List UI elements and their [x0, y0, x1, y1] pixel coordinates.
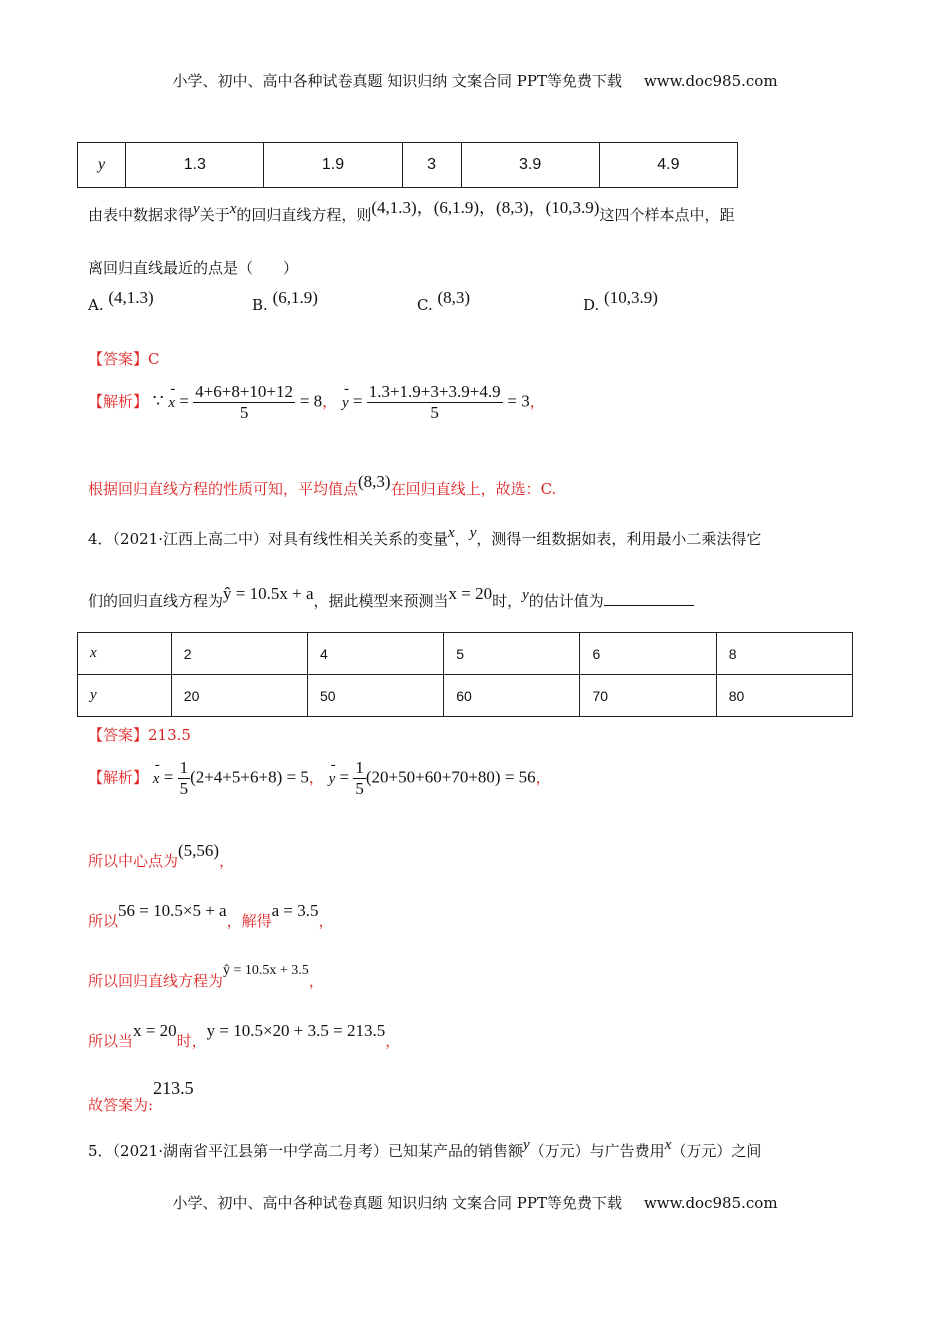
table-row — [78, 633, 853, 675]
fraction-numerator: 1 — [355, 758, 364, 777]
footer-text: 小学、初中、高中各种试卷真题 知识归纳 文案合同 PPT等免费下载 — [172, 1194, 622, 1212]
fraction-denominator: 5 — [355, 779, 364, 798]
var-y: y — [193, 201, 200, 217]
answer-blank[interactable] — [604, 591, 694, 606]
q4-center-line: 所以中心点为(5,56)， — [88, 841, 235, 870]
ybar: - y — [342, 395, 349, 412]
table-cell: 2 — [171, 633, 307, 675]
option-value: (6,1.9) — [272, 288, 318, 307]
q3-stem-line2: 离回归直线最近的点是（ ） — [88, 259, 299, 277]
option-value: (10,3.9) — [604, 288, 658, 307]
text: 这四个样本点中，距 — [599, 206, 735, 224]
var-x: x — [664, 1137, 672, 1153]
q3-data-table — [77, 142, 738, 188]
text: 所以回归直线方程为 — [88, 972, 224, 990]
table-cell: 3 — [402, 143, 461, 188]
table-cell-label: x — [78, 633, 172, 675]
fraction-numerator: 1.3+1.9+3+3.9+4.9 — [368, 382, 501, 401]
text: ，解得 — [226, 912, 272, 930]
math-point: (8,3) — [358, 472, 391, 491]
page-footer — [0, 1192, 950, 1213]
xbar: - x — [168, 395, 175, 412]
fraction-numerator: 4+6+8+10+12 — [195, 382, 294, 401]
text: ，据此模型来预测当 — [313, 592, 449, 610]
text: 根据回归直线方程的性质可知，平均值点 — [88, 480, 359, 498]
page-header — [0, 70, 950, 91]
xbar-expression: (2+4+5+6+8) = 5 — [190, 767, 309, 787]
math-equation: ŷ = 10.5x + 3.5 — [223, 963, 309, 978]
math-value: 213.5 — [153, 1078, 194, 1098]
q3-answer: 【答案】C — [88, 350, 160, 368]
text: 故答案为: — [88, 1096, 154, 1114]
math-condition: x = 20 — [448, 584, 493, 603]
table-cell: 6 — [580, 633, 716, 675]
q3-option-c[interactable] — [417, 288, 471, 315]
table-cell: 1.3 — [126, 143, 264, 188]
table-cell: 5 — [444, 633, 580, 675]
ybar-value: = 3 — [507, 391, 530, 411]
text: 所以 — [88, 912, 119, 930]
text: 们的回归直线方程为 — [88, 592, 224, 610]
math-equation: ŷ = 10.5x + a — [223, 584, 314, 603]
var-y: y — [522, 587, 529, 603]
q4-answer: 【答案】213.5 — [88, 726, 191, 744]
table-cell: 4 — [308, 633, 444, 675]
ybar-fraction — [367, 382, 503, 423]
math-points: (4,1.3)，(6,1.9)，(8,3)，(10,3.9) — [371, 198, 600, 217]
text: 所以当 — [88, 1032, 134, 1050]
q4-predict-line: 所以当x = 20时，y = 10.5×20 + 3.5 = 213.5， — [88, 1021, 401, 1050]
text: 的估计值为 — [528, 592, 604, 610]
table-row — [78, 143, 738, 188]
fraction-denominator: 5 — [239, 403, 249, 422]
text: 时， — [176, 1032, 207, 1050]
q4-final-line — [88, 1078, 194, 1115]
text: （万元）之间 — [671, 1142, 762, 1160]
table-cell: 80 — [716, 675, 852, 717]
var-x: x — [229, 201, 237, 217]
q3-option-a[interactable] — [88, 288, 154, 315]
ybar-expression: (20+50+60+70+80) = 56 — [365, 767, 536, 787]
table-cell: 20 — [171, 675, 307, 717]
q3-conclusion — [88, 472, 557, 499]
var-y: y — [523, 1137, 530, 1153]
q4-analysis: 【解析】 - x = $\frac{1}{5}$ (2+4+5+6+8) = 5， - y = $\frac{1}{5}$ (20+50+60+70+80) = 56， — [88, 758, 551, 799]
fraction-numerator: 1 — [179, 758, 189, 777]
xbar-fraction — [193, 382, 295, 423]
text: 时， — [492, 592, 523, 610]
q3-option-d[interactable] — [583, 288, 658, 315]
table-cell: 3.9 — [461, 143, 599, 188]
text: 在回归直线上，故选：C. — [390, 480, 557, 498]
q4-solve-line: 所以56 = 10.5×5 + a，解得a = 3.5， — [88, 901, 334, 930]
fraction-denominator: 5 — [430, 403, 439, 422]
text: ，测得一组数据如表，利用最小二乘法得它 — [476, 530, 762, 548]
text: 由表中数据求得 — [88, 206, 194, 224]
q4-data-table — [77, 632, 853, 717]
one-fifth-fraction — [353, 758, 366, 799]
analysis-label: 【解析】 — [88, 392, 149, 411]
xbar-value: = 8 — [299, 391, 323, 411]
footer-site[interactable]: www.doc985.com — [643, 1194, 778, 1212]
q4-stem-line2 — [88, 584, 694, 611]
text: 5．（2021·湖南省平江县第一中学高二月考）已知某产品的销售额 — [88, 1142, 523, 1160]
table-cell: 70 — [580, 675, 716, 717]
xbar: - x — [153, 771, 160, 788]
table-cell: 8 — [716, 633, 852, 675]
because-symbol: ∵ — [152, 391, 164, 411]
table-cell: 1.9 — [264, 143, 402, 188]
q4-stem-line1 — [88, 525, 762, 549]
table-cell: 4.9 — [599, 143, 737, 188]
table-cell-label: y — [78, 143, 126, 188]
text: 4．（2021·江西上高二中）对具有线性相关关系的变量 — [88, 530, 448, 548]
option-key: B. — [252, 296, 268, 314]
option-key: A. — [88, 296, 104, 314]
math-condition: x = 20 — [133, 1021, 177, 1040]
math-equation: 56 = 10.5×5 + a — [118, 901, 227, 920]
text: （万元）与广告费用 — [529, 1142, 665, 1160]
text: 的回归直线方程，则 — [236, 206, 372, 224]
ybar: - y — [329, 771, 336, 788]
q5-stem — [88, 1137, 762, 1161]
analysis-label: 【解析】 — [88, 768, 149, 787]
one-fifth-fraction — [178, 758, 191, 799]
option-value: (4,1.3) — [108, 288, 154, 307]
var-x: x — [448, 525, 455, 541]
text: ， — [454, 530, 470, 548]
text: 所以中心点为 — [88, 852, 179, 870]
option-value: (8,3) — [437, 288, 471, 307]
table-cell: 60 — [444, 675, 580, 717]
math-calculation: y = 10.5×20 + 3.5 = 213.5 — [206, 1021, 386, 1040]
table-row — [78, 675, 853, 717]
header-site[interactable]: www.doc985.com — [643, 72, 778, 90]
header-text: 小学、初中、高中各种试卷真题 知识归纳 文案合同 PPT等免费下载 — [172, 72, 622, 90]
q4-equation-line: 所以回归直线方程为ŷ = 10.5x + 3.5， — [88, 963, 324, 990]
fraction-denominator: 5 — [179, 779, 189, 798]
text: 关于 — [199, 206, 230, 224]
math-point: (5,56) — [178, 841, 220, 860]
var-y: y — [469, 525, 477, 541]
option-key: D. — [583, 296, 600, 314]
q3-analysis: 【解析】 ∵ - x = $\frac{4+6+8+10+12}{5}$ = 8， - y = $\frac{1.3+1.9+3+3.9+4.9}{5}$ = 3， — [88, 382, 545, 423]
q3-stem-line1 — [88, 200, 734, 225]
table-cell-label: y — [78, 675, 172, 717]
option-key: C. — [417, 296, 433, 314]
q3-option-b[interactable] — [252, 288, 318, 315]
math-value: a = 3.5 — [271, 901, 319, 920]
table-cell: 50 — [308, 675, 444, 717]
